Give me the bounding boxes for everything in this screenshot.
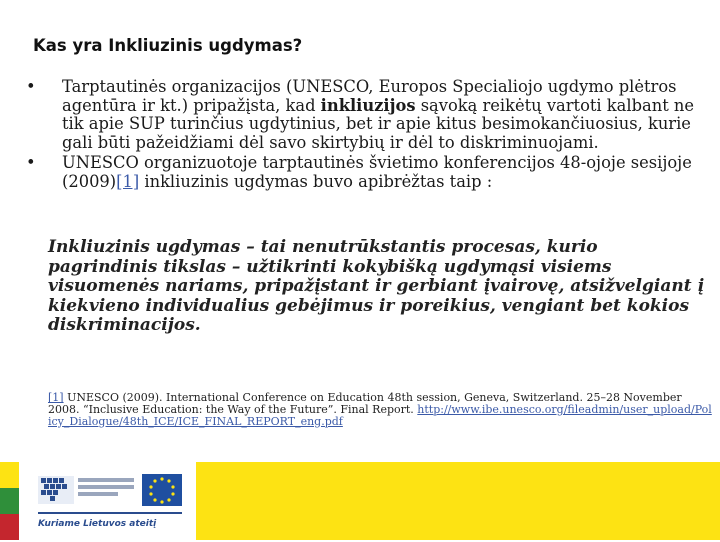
- footnote-url-link[interactable]: http://www.ibe.unesco.org/fileadmin/user_upload/Policy_Dialogue/48th_ICE/ICE_FINAL_REPORT_eng.pdf: [48, 402, 712, 428]
- bullet-item: [26, 78, 716, 152]
- flag-yellow-stripe: [0, 462, 19, 488]
- bullet-item: [26, 154, 716, 191]
- footnote-text: UNESCO (2009). International Conference on Education 48th session, Geneva, Switzerland. 25–28 November 2008. “Inclusive Education: the Way of the Future”. Final Report.: [48, 391, 682, 416]
- bullet-list: [26, 78, 716, 193]
- bullet-marker: •: [26, 77, 36, 96]
- footnote: [48, 392, 712, 427]
- footnote-ref[interactable]: [1]: [48, 391, 64, 404]
- flag-green-stripe: [0, 488, 19, 514]
- bullet-bold-term: inkliuzijos: [320, 95, 416, 115]
- flag-red-stripe: [0, 514, 19, 540]
- bullet-text: inkliuzinis ugdymas buvo apibrėžtas taip :: [139, 171, 493, 191]
- footnote-ref-link[interactable]: [1]: [116, 171, 140, 191]
- footer-yellow-bar: [196, 462, 720, 540]
- bullet-marker: •: [26, 153, 36, 172]
- bullet-text: Tarptautinės organizacijos (UNESCO, Europos Specialiojo ugdymo plėtros agentūra ir kt.) pripažįsta, kad: [62, 77, 677, 115]
- definition-quote: Inkliuzinis ugdymas – tai nenutrūkstantis procesas, kurio pagrindinis tikslas – užtikrinti kokybišką ugdymąsi visiems visuomenės nariams, pripažįstant ir gerbiant įvairovę, atsižvelgiant į kiekvieno individualius gebėjimus ir poreikius, vengiant bet kokios diskriminacijos.: [48, 237, 704, 335]
- bullet-text: UNESCO organizuotoje tarptautinės švietimo konferencijos 48-ojoje sesijoje (2009): [62, 153, 692, 191]
- footer-logo-caption: Kuriame Lietuvos ateitį: [38, 519, 157, 529]
- bullet-text: sąvoką reikėtų vartoti kalbant ne tik apie SUP turinčius ugdytinius, bet ir apie kitus besimokančiuosius, kurie gali būti pažeidžiami dėl savo skirtybių ir dėl to diskriminuojami.: [62, 95, 695, 152]
- slide-title: Kas yra Inkliuzinis ugdymas?: [33, 36, 303, 55]
